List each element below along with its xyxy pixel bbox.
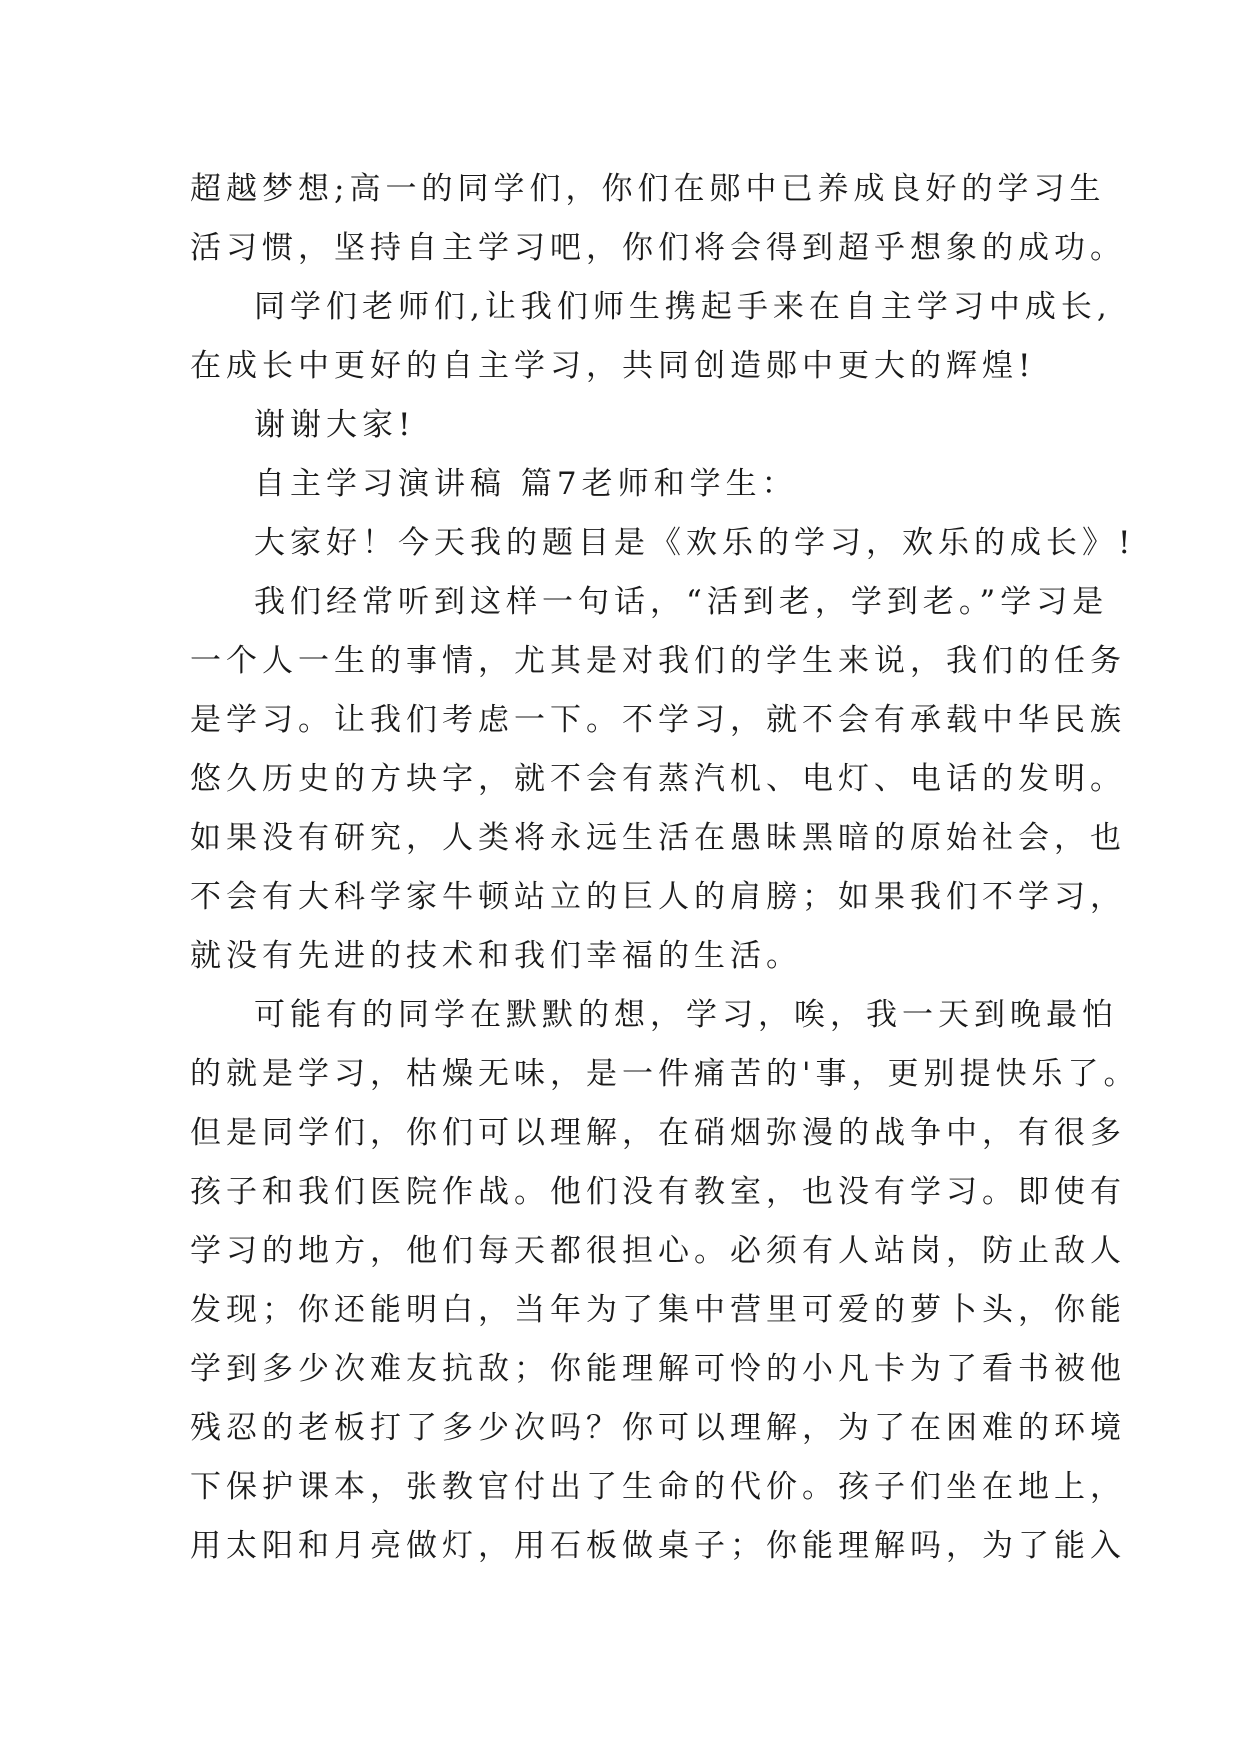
text-line: 我们经常听到这样一句话，“活到老，学到老。”学习是: [254, 584, 1109, 620]
section-heading: 自主学习演讲稿 篇7老师和学生：: [254, 466, 798, 502]
text-line: 可能有的同学在默默的想，学习，唉，我一天到晚最怕: [254, 997, 1118, 1033]
text-line: 在成长中更好的自主学习，共同创造郧中更大的辉煌!: [190, 348, 1036, 384]
text-line: 发现；你还能明白，当年为了集中营里可爱的萝卜头，你能: [190, 1292, 1126, 1328]
text-line: 同学们老师们,让我们师生携起手来在自主学习中成长,: [254, 289, 1112, 325]
text-line: 超越梦想;高一的同学们，你们在郧中已养成良好的学习生: [190, 171, 1106, 207]
text-line: 就没有先进的技术和我们幸福的生活。: [190, 938, 802, 974]
text-line: 活习惯，坚持自主学习吧，你们将会得到超乎想象的成功。: [190, 230, 1126, 266]
text-line: 不会有大科学家牛顿站立的巨人的肩膀；如果我们不学习，: [190, 879, 1126, 915]
text-line: 学习的地方，他们每天都很担心。必须有人站岗，防止敌人: [190, 1233, 1126, 1269]
text-line: 的就是学习，枯燥无味，是一件痛苦的'事，更别提快乐了。: [190, 1056, 1140, 1092]
text-line: 大家好！今天我的题目是《欢乐的学习，欢乐的成长》!: [254, 525, 1136, 561]
text-line: 悠久历史的方块字，就不会有蒸汽机、电灯、电话的发明。: [190, 761, 1126, 797]
text-line: 如果没有研究，人类将永远生活在愚昧黑暗的原始社会，也: [190, 820, 1126, 856]
text-line: 孩子和我们医院作战。他们没有教室，也没有学习。即使有: [190, 1174, 1126, 1210]
text-line: 谢谢大家!: [254, 407, 416, 443]
body-text: [190, 160, 1140, 1576]
text-line: 残忍的老板打了多少次吗？你可以理解，为了在困难的环境: [190, 1410, 1126, 1446]
text-line: 用太阳和月亮做灯，用石板做桌子；你能理解吗，为了能入: [190, 1528, 1126, 1564]
text-line: 但是同学们，你们可以理解，在硝烟弥漫的战争中，有很多: [190, 1115, 1126, 1151]
text-line: 是学习。让我们考虑一下。不学习，就不会有承载中华民族: [190, 702, 1126, 738]
text-line: 一个人一生的事情，尤其是对我们的学生来说，我们的任务: [190, 643, 1126, 679]
text-line: 学到多少次难友抗敌；你能理解可怜的小凡卡为了看书被他: [190, 1351, 1126, 1387]
text-line: 下保护课本，张教官付出了生命的代价。孩子们坐在地上，: [190, 1469, 1126, 1505]
